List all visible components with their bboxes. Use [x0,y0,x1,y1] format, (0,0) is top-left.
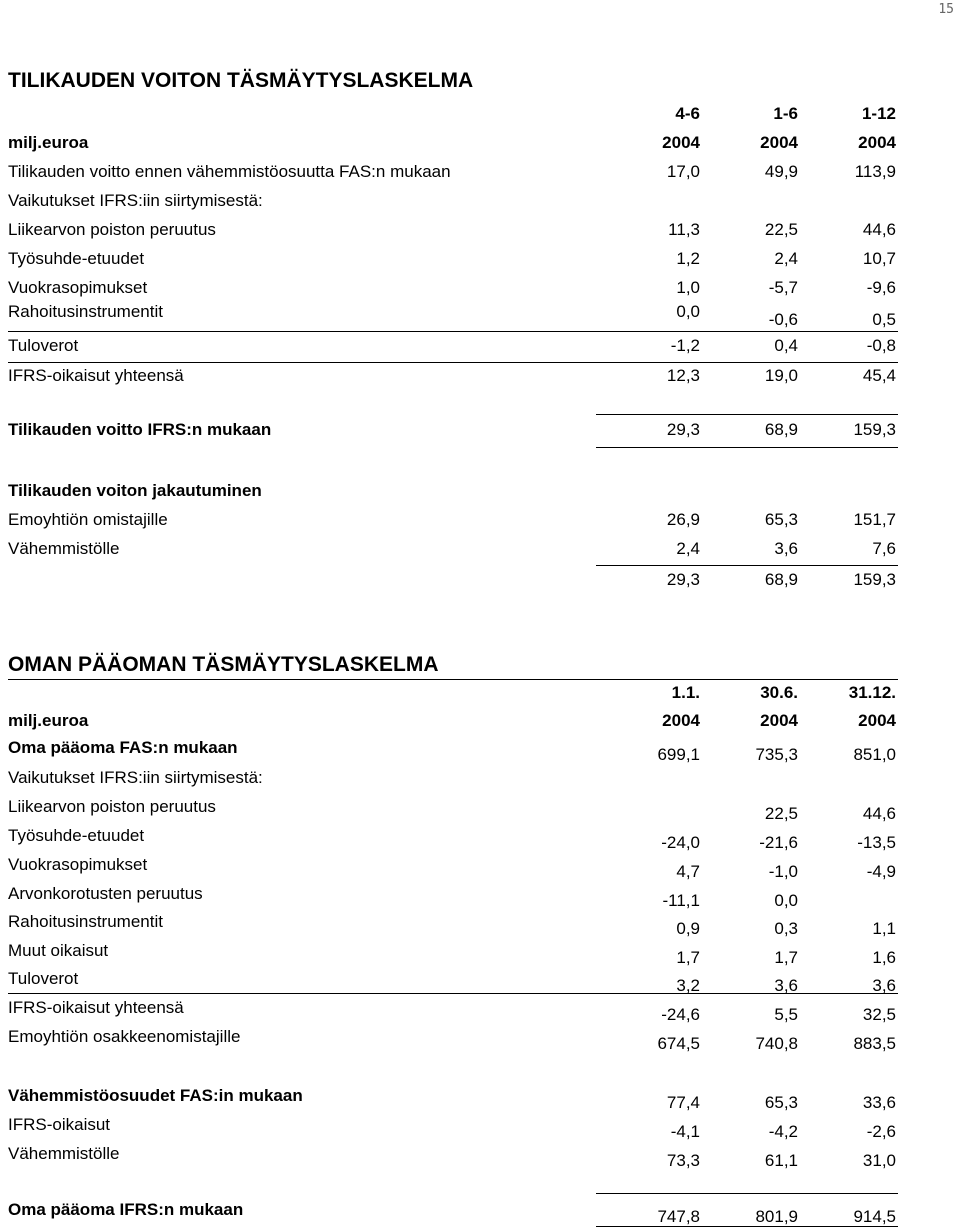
row-value-3: 113,9 [854,162,896,181]
row-value-2: -5,7 [768,278,798,297]
total-line [8,993,898,994]
row-value-2: 0,4 [774,336,798,355]
row-label: Arvonkorotusten peruutus [8,884,203,903]
row-value-1: 1,7 [676,948,700,967]
row-value-3: 10,7 [862,249,896,268]
row-value-1: 4,7 [676,862,700,881]
profit-reconciliation-title: TILIKAUDEN VOITON TÄSMÄYTYSLASKELMA [8,69,474,92]
row-value-3: 7,6 [872,539,896,558]
row-value-3: 3,6 [872,976,896,995]
table-row [0,826,960,850]
row-value-1: 3,2 [676,976,700,995]
row-value-2: 22,5 [764,220,798,239]
header-date-3: 31.12. [848,683,896,702]
row-value-1: 17,0 [666,162,700,181]
row-label: Työsuhde-etuudet [8,826,145,845]
row-label: Tuloverot [8,336,79,355]
row-value-3: 44,6 [862,220,896,239]
row-label: Oma pääoma IFRS:n mukaan [8,1200,244,1219]
row-value-3: 851,0 [853,745,896,764]
header-date-1: 1.1. [671,683,700,702]
row-value-2: 68,9 [764,420,798,439]
row-value-3: 151,7 [853,510,896,529]
row-label: Tilikauden voitto IFRS:n mukaan [8,420,272,439]
row-value-1: 1,2 [676,249,700,268]
row-value-3: 32,5 [862,1005,896,1024]
row-value-1: -24,0 [661,833,700,852]
table-row [0,162,960,186]
row-value-2: 65,3 [764,510,798,529]
row-value-1: -1,2 [670,336,700,355]
row-label: Rahoitusinstrumentit [8,912,163,931]
row-label: IFRS-oikaisut yhteensä [8,998,184,1017]
equity-header-years-row [0,711,960,735]
section-divider [8,331,898,332]
row-value-1: 0,0 [676,302,700,321]
table-row [0,539,960,563]
header-unit: milj.euroa [8,133,89,152]
header-period-2: 1-6 [773,104,798,123]
total-line [596,414,898,415]
row-value-2: 2,4 [774,249,798,268]
row-value-2: 740,8 [755,1034,798,1053]
row-value-2: 3,6 [774,976,798,995]
row-value-2: 801,9 [755,1207,798,1226]
table-row [0,191,960,215]
row-value-2: 65,3 [764,1093,798,1112]
row-value-1: 1,0 [676,278,700,297]
table-row [0,797,960,821]
row-value-3: 159,3 [853,570,896,589]
header-period-1: 4-6 [675,104,700,123]
table-row [0,302,960,329]
header-year-1: 2004 [662,711,700,730]
row-value-2: 0,0 [774,891,798,910]
table-row [0,249,960,273]
row-value-1: 11,3 [668,220,700,239]
total-line [596,565,898,566]
profit-header-periods-row [0,104,960,128]
total-line [596,1193,898,1194]
row-value-2: 68,9 [764,570,798,589]
row-label: Emoyhtiön omistajille [8,510,168,529]
row-value-2: 735,3 [755,745,798,764]
table-row [0,969,960,993]
row-value-1: 674,5 [657,1034,700,1053]
row-label: Liikearvon poiston peruutus [8,220,216,239]
row-label: Vähemmistölle [8,539,120,558]
row-value-1: -11,1 [662,891,700,910]
total-line [596,447,898,448]
row-value-3: 33,6 [862,1093,896,1112]
table-row [0,1115,960,1139]
page-number: 15 [938,2,954,17]
row-value-2: -1,0 [768,862,798,881]
row-label: Vähemmistöosuudet FAS:in mukaan [8,1086,303,1105]
row-value-1: 0,9 [676,919,700,938]
row-value-3: -4,9 [866,862,896,881]
row-label: Työsuhde-etuudet [8,249,145,268]
row-label: Vähemmistölle [8,1144,120,1163]
table-row [0,1144,960,1168]
row-label: IFRS-oikaisut yhteensä [8,366,184,385]
row-value-2: -21,6 [759,833,798,852]
header-year-2: 2004 [760,711,798,730]
distribution-title: Tilikauden voiton jakautuminen [8,481,262,500]
table-row [0,1200,960,1224]
row-value-1: -4,1 [670,1122,700,1141]
header-period-3: 1-12 [861,104,896,123]
table-row [0,366,960,390]
row-label: Vaikutukset IFRS:iin siirtymisestä: [8,768,263,787]
header-unit: milj.euroa [8,711,89,730]
row-value-3: 914,5 [853,1207,896,1226]
row-value-1: 77,4 [666,1093,700,1112]
row-value-2: 5,5 [774,1005,798,1024]
section-divider [8,362,898,363]
header-year-1: 2004 [662,133,700,152]
row-label: Rahoitusinstrumentit [8,302,163,321]
table-row [0,998,960,1022]
row-label: Vuokrasopimukset [8,855,148,874]
row-value-3: 45,4 [862,366,896,385]
row-value-3: 883,5 [853,1034,896,1053]
table-row [0,768,960,792]
row-label: Oma pääoma FAS:n mukaan [8,738,238,757]
header-date-2: 30.6. [760,683,798,702]
table-row [0,336,960,360]
table-row [0,912,960,936]
table-row [0,570,960,594]
row-value-3: 1,1 [872,919,896,938]
table-row [0,1086,960,1110]
row-value-3: 31,0 [862,1151,896,1170]
row-value-3: 0,5 [872,310,896,329]
table-row [0,884,960,908]
total-line [596,1226,898,1227]
row-value-2: 49,9 [764,162,798,181]
row-label: Vaikutukset IFRS:iin siirtymisestä: [8,191,263,210]
row-value-1: 12,3 [666,366,700,385]
table-row [0,738,960,762]
table-row [0,941,960,965]
header-year-3: 2004 [858,133,896,152]
row-value-2: 22,5 [764,804,798,823]
row-value-2: 19,0 [764,366,798,385]
row-value-1: 2,4 [676,539,700,558]
row-value-3: -0,8 [866,336,896,355]
row-label: Tilikauden voitto ennen vähemmistöosuutta FAS:n mukaan [8,162,451,181]
row-label: Muut oikaisut [8,941,109,960]
row-value-2: -0,6 [768,310,798,329]
row-value-3: -2,6 [866,1122,896,1141]
row-value-1: -24,6 [661,1005,700,1024]
table-row [0,278,960,302]
row-value-2: 3,6 [774,539,798,558]
row-value-1: 26,9 [666,510,700,529]
row-label: IFRS-oikaisut [8,1115,111,1134]
section-divider [8,679,898,680]
equity-header-dates-row [0,683,960,707]
table-row [0,220,960,244]
equity-reconciliation-title: OMAN PÄÄOMAN TÄSMÄYTYSLASKELMA [8,653,439,676]
row-label: Liikearvon poiston peruutus [8,797,216,816]
row-label: Vuokrasopimukset [8,278,148,297]
row-value-1: 29,3 [666,570,700,589]
row-value-2: 1,7 [774,948,798,967]
row-value-3: 44,6 [862,804,896,823]
profit-header-years-row [0,133,960,157]
header-year-2: 2004 [760,133,798,152]
row-label: Emoyhtiön osakkeenomistajille [8,1027,241,1046]
distribution-title-row [0,481,960,505]
row-value-2: 61,1 [764,1151,798,1170]
row-value-1: 699,1 [657,745,700,764]
row-label: Tuloverot [8,969,79,988]
row-value-2: -4,2 [768,1122,798,1141]
header-year-3: 2004 [858,711,896,730]
row-value-1: 73,3 [666,1151,700,1170]
table-row [0,855,960,879]
table-row [0,510,960,534]
table-row [0,420,960,444]
row-value-3: -9,6 [866,278,896,297]
row-value-2: 0,3 [774,919,798,938]
table-row [0,1027,960,1051]
row-value-1: 29,3 [666,420,700,439]
row-value-3: -13,5 [857,833,896,852]
row-value-3: 1,6 [872,948,896,967]
row-value-3: 159,3 [853,420,896,439]
row-value-1: 747,8 [657,1207,700,1226]
